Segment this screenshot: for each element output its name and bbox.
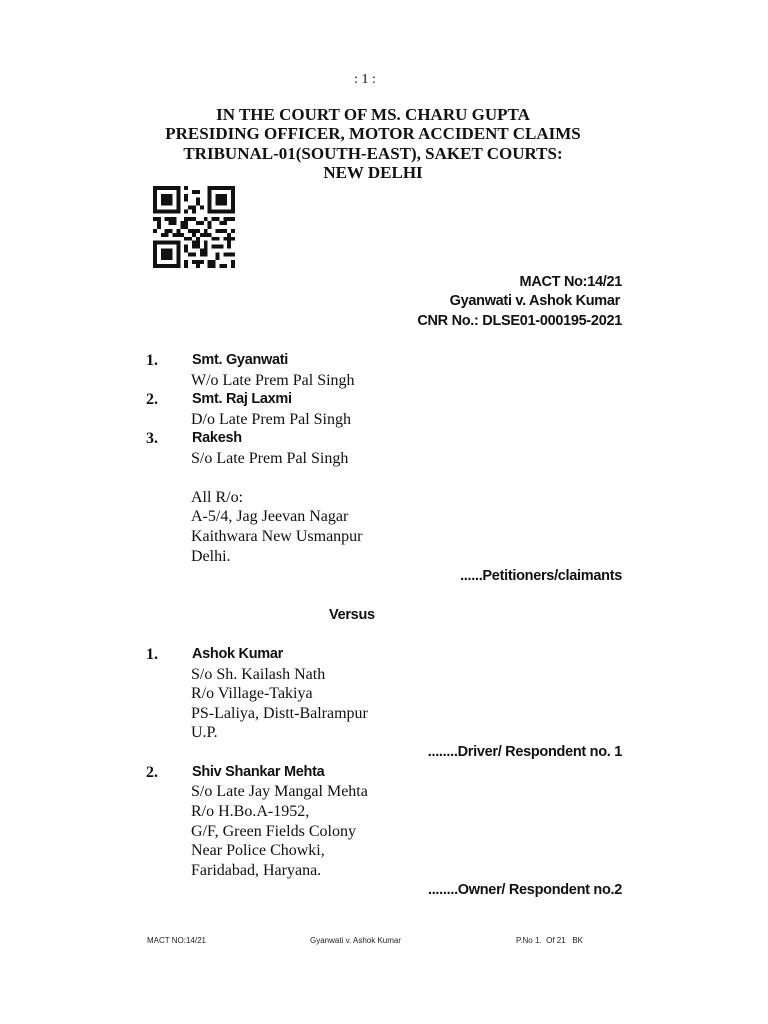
respondent-1-label: ........Driver/ Respondent no. 1: [427, 744, 622, 760]
petitioners-label: ......Petitioners/claimants: [460, 568, 622, 584]
petitioner-3-name: Rakesh: [192, 430, 242, 446]
petitioner-2-name: Smt. Raj Laxmi: [192, 391, 292, 407]
address-line-4: Delhi.: [191, 548, 231, 565]
court-heading-line-3: TRIBUNAL-01(SOUTH-EAST), SAKET COURTS:: [183, 144, 563, 163]
petitioner-2-number: 2.: [146, 391, 158, 408]
court-heading-line-1: IN THE COURT OF MS. CHARU GUPTA: [216, 105, 530, 124]
footer-case-no: MACT NO:14/21: [147, 936, 206, 945]
respondent-1-name: Ashok Kumar: [192, 646, 283, 662]
footer-case-title: Gyanwati v. Ashok Kumar: [310, 936, 401, 945]
page-number: : 1 :: [354, 72, 376, 87]
respondent-2-name: Shiv Shankar Mehta: [192, 764, 325, 780]
petitioner-1-number: 1.: [146, 352, 158, 369]
respondent-2-label: ........Owner/ Respondent no.2: [427, 882, 622, 898]
footer-page-info: P.No 1. Of 21 BK: [516, 936, 583, 945]
petitioner-1-relation: W/o Late Prem Pal Singh: [191, 372, 355, 389]
respondent-2-number: 2.: [146, 764, 158, 781]
respondent-1-detail-2: R/o Village-Takiya: [191, 685, 313, 702]
respondent-2-detail-3: G/F, Green Fields Colony: [191, 823, 356, 840]
case-mact-no: MACT No:14/21: [519, 274, 622, 290]
respondent-1-number: 1.: [146, 646, 158, 663]
qr-code-icon: [152, 186, 236, 268]
address-line-3: Kaithwara New Usmanpur: [191, 528, 363, 545]
petitioner-3-relation: S/o Late Prem Pal Singh: [191, 450, 349, 467]
address-line-2: A-5/4, Jag Jeevan Nagar: [191, 508, 349, 525]
respondent-1-detail-4: U.P.: [191, 724, 218, 741]
petitioner-3-number: 3.: [146, 430, 158, 447]
respondent-2-detail-1: S/o Late Jay Mangal Mehta: [191, 783, 368, 800]
petitioner-2-relation: D/o Late Prem Pal Singh: [191, 411, 351, 428]
respondent-2-detail-4: Near Police Chowki,: [191, 842, 325, 859]
respondent-1-detail-3: PS-Laliya, Distt-Balrampur: [191, 705, 368, 722]
versus-label: Versus: [329, 607, 375, 623]
petitioner-1-name: Smt. Gyanwati: [192, 352, 289, 368]
court-heading-line-2: PRESIDING OFFICER, MOTOR ACCIDENT CLAIMS: [165, 124, 581, 143]
court-heading-line-4: NEW DELHI: [323, 163, 423, 182]
respondent-1-detail-1: S/o Sh. Kailash Nath: [191, 666, 326, 683]
respondent-2-detail-2: R/o H.Bo.A-1952,: [191, 803, 310, 820]
respondent-2-detail-5: Faridabad, Haryana.: [191, 862, 322, 879]
case-cnr: CNR No.: DLSE01-000195-2021: [417, 313, 622, 329]
address-line-1: All R/o:: [191, 489, 244, 506]
case-title: Gyanwati v. Ashok Kumar: [449, 293, 620, 309]
